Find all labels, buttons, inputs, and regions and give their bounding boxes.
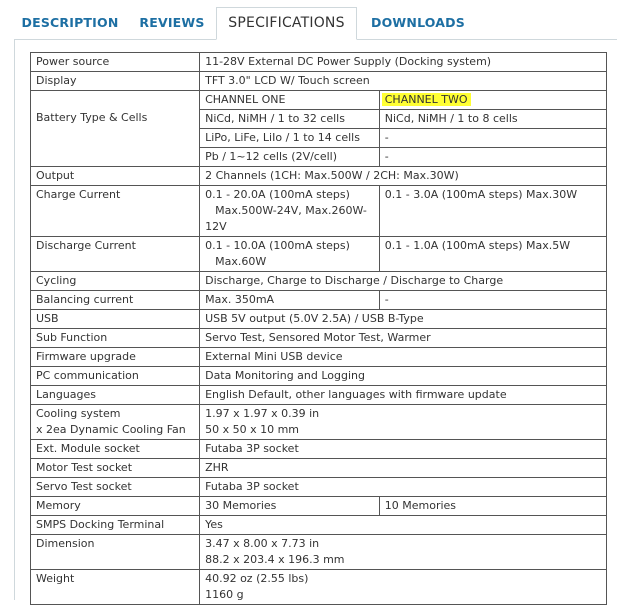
tab-specifications[interactable]: SPECIFICATIONS bbox=[216, 7, 357, 40]
spec-value: 10 Memories bbox=[379, 497, 606, 516]
spec-label bbox=[31, 91, 200, 167]
spec-value: 0.1 - 3.0A (100mA steps) Max.30W bbox=[379, 186, 606, 237]
spec-value: Max. 350mA bbox=[200, 291, 380, 310]
table-row bbox=[31, 53, 607, 72]
spec-label: Power source bbox=[31, 53, 200, 72]
tab-description[interactable]: DESCRIPTION bbox=[21, 15, 119, 30]
spec-value: - bbox=[379, 148, 606, 167]
value-line: 0.1 - 20.0A (100mA steps) bbox=[205, 188, 350, 201]
table-row bbox=[31, 386, 607, 405]
spec-label: Weight bbox=[31, 570, 200, 605]
table-row bbox=[31, 535, 607, 570]
spec-value: Discharge, Charge to Discharge / Discharge to Charge bbox=[200, 272, 607, 291]
table-row bbox=[31, 497, 607, 516]
spec-label: Ext. Module socket bbox=[31, 440, 200, 459]
table-row bbox=[31, 440, 607, 459]
channel-two-header bbox=[379, 91, 606, 110]
tab-downloads[interactable]: DOWNLOADS bbox=[371, 15, 465, 30]
spec-value: Yes bbox=[200, 516, 607, 535]
spec-value bbox=[200, 570, 607, 605]
label-line: x 2ea Dynamic Cooling Fan bbox=[36, 423, 186, 436]
channel-two-label: CHANNEL TWO bbox=[382, 93, 471, 106]
value-line: 88.2 x 203.4 x 196.3 mm bbox=[205, 553, 345, 566]
spec-value: TFT 3.0" LCD W/ Touch screen bbox=[200, 72, 607, 91]
spec-value: - bbox=[379, 129, 606, 148]
spec-value: LiPo, LiFe, LiIo / 1 to 14 cells bbox=[200, 129, 380, 148]
value-line: Max.500W-24V, Max.260W- bbox=[215, 204, 367, 217]
spec-label: Charge Current bbox=[31, 186, 200, 237]
value-line: 40.92 oz (2.55 lbs) bbox=[205, 572, 309, 585]
spec-value bbox=[200, 535, 607, 570]
battery-label: Battery Type & Cells bbox=[36, 111, 148, 124]
spec-value: ZHR bbox=[200, 459, 607, 478]
table-row bbox=[31, 478, 607, 497]
table-row bbox=[31, 459, 607, 478]
channel-one-header: CHANNEL ONE bbox=[200, 91, 380, 110]
table-row bbox=[31, 186, 607, 237]
spec-value: 30 Memories bbox=[200, 497, 380, 516]
specifications-table bbox=[30, 52, 607, 605]
spec-label: Servo Test socket bbox=[31, 478, 200, 497]
spec-label: USB bbox=[31, 310, 200, 329]
spec-value: NiCd, NiMH / 1 to 8 cells bbox=[379, 110, 606, 129]
table-row bbox=[31, 72, 607, 91]
table-row bbox=[31, 348, 607, 367]
value-line: 3.47 x 8.00 x 7.73 in bbox=[205, 537, 320, 550]
spec-value: - bbox=[379, 291, 606, 310]
spec-value: Pb / 1~12 cells (2V/cell) bbox=[200, 148, 380, 167]
table-row bbox=[31, 237, 607, 272]
spec-label: PC communication bbox=[31, 367, 200, 386]
table-row bbox=[31, 272, 607, 291]
spec-label bbox=[31, 405, 200, 440]
spec-label: Balancing current bbox=[31, 291, 200, 310]
spec-value: Servo Test, Sensored Motor Test, Warmer bbox=[200, 329, 607, 348]
spec-label: Memory bbox=[31, 497, 200, 516]
spec-value: English Default, other languages with firmware update bbox=[200, 386, 607, 405]
spec-value: External Mini USB device bbox=[200, 348, 607, 367]
spec-value: Data Monitoring and Logging bbox=[200, 367, 607, 386]
table-row bbox=[31, 367, 607, 386]
table-row bbox=[31, 310, 607, 329]
value-line: 50 x 50 x 10 mm bbox=[205, 423, 300, 436]
value-line: Max.60W bbox=[215, 255, 267, 268]
spec-value bbox=[200, 186, 380, 237]
spec-value: NiCd, NiMH / 1 to 32 cells bbox=[200, 110, 380, 129]
spec-value: Futaba 3P socket bbox=[200, 440, 607, 459]
spec-value: 11-28V External DC Power Supply (Docking system) bbox=[200, 53, 607, 72]
table-row bbox=[31, 516, 607, 535]
spec-label: Display bbox=[31, 72, 200, 91]
spec-label: Dimension bbox=[31, 535, 200, 570]
spec-value bbox=[200, 237, 380, 272]
spec-value: Futaba 3P socket bbox=[200, 478, 607, 497]
spec-label: Sub Function bbox=[31, 329, 200, 348]
spec-label: Motor Test socket bbox=[31, 459, 200, 478]
spec-label: Languages bbox=[31, 386, 200, 405]
spec-value bbox=[200, 405, 607, 440]
value-line: 1.97 x 1.97 x 0.39 in bbox=[205, 407, 320, 420]
value-line: 1160 g bbox=[205, 588, 244, 601]
table-row bbox=[31, 291, 607, 310]
table-row bbox=[31, 405, 607, 440]
table-row bbox=[31, 329, 607, 348]
table-row bbox=[31, 570, 607, 605]
value-line: 0.1 - 10.0A (100mA steps) bbox=[205, 239, 350, 252]
table-row bbox=[31, 167, 607, 186]
spec-label: Discharge Current bbox=[31, 237, 200, 272]
spec-value: 2 Channels (1CH: Max.500W / 2CH: Max.30W) bbox=[200, 167, 607, 186]
value-line: 12V bbox=[205, 220, 227, 233]
spec-label: Cycling bbox=[31, 272, 200, 291]
spec-label: SMPS Docking Terminal bbox=[31, 516, 200, 535]
tab-bar bbox=[0, 0, 617, 38]
label-line: Cooling system bbox=[36, 407, 121, 420]
spec-label: Output bbox=[31, 167, 200, 186]
spec-value: USB 5V output (5.0V 2.5A) / USB B-Type bbox=[200, 310, 607, 329]
spec-label: Firmware upgrade bbox=[31, 348, 200, 367]
spec-value: 0.1 - 1.0A (100mA steps) Max.5W bbox=[379, 237, 606, 272]
tab-reviews[interactable]: REVIEWS bbox=[139, 15, 205, 30]
table-row bbox=[31, 91, 607, 110]
